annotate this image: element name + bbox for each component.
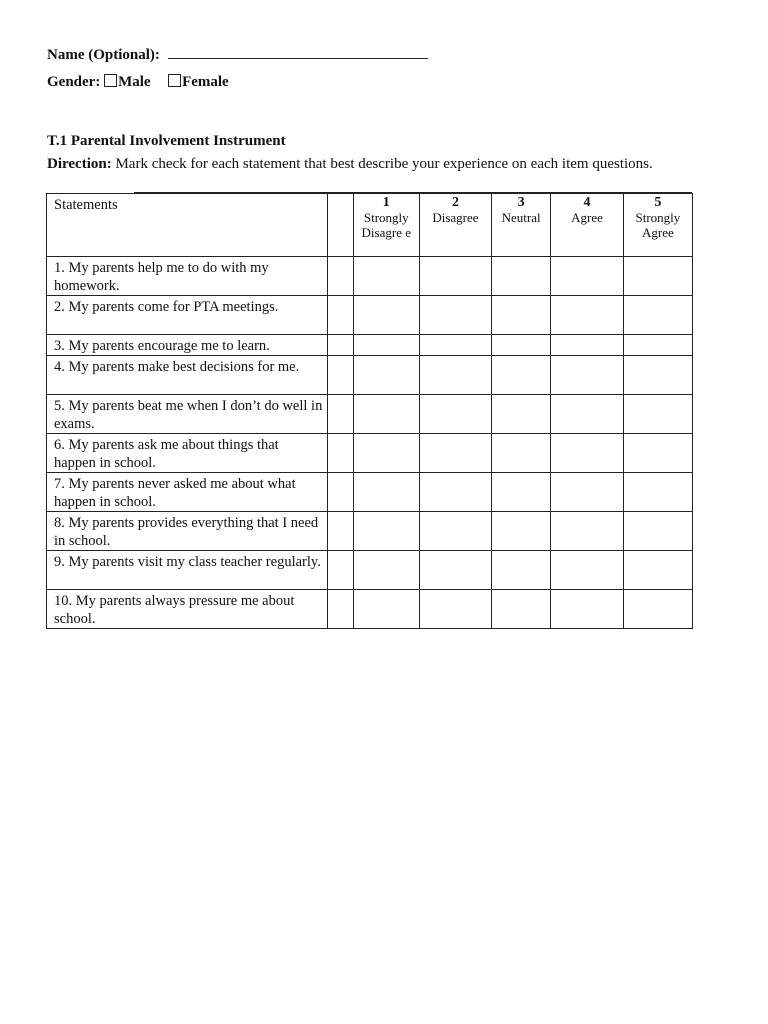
- female-option-label: Female: [182, 74, 229, 90]
- scale-header-3: [491, 194, 550, 257]
- table-row: [47, 434, 693, 473]
- direction-text: [47, 154, 707, 174]
- rating-cell-1[interactable]: [353, 356, 419, 395]
- table-row: [47, 257, 693, 296]
- table-row: [47, 551, 693, 590]
- rating-cell-1[interactable]: [353, 296, 419, 335]
- rating-cell-5[interactable]: [623, 335, 692, 356]
- blank-cell: [327, 356, 353, 395]
- blank-cell: [327, 551, 353, 590]
- table-row: [47, 473, 693, 512]
- statement-text: 8. My parents provides everything that I need in school.: [47, 512, 328, 551]
- scale-header-2: [419, 194, 491, 257]
- scale-label: Disagree: [432, 210, 479, 225]
- rating-cell-3[interactable]: [491, 434, 550, 473]
- rating-cell-1[interactable]: [353, 434, 419, 473]
- scale-header-5: [623, 194, 692, 257]
- rating-cell-5[interactable]: [623, 434, 692, 473]
- rating-cell-5[interactable]: [623, 356, 692, 395]
- rating-cell-4[interactable]: [551, 257, 624, 296]
- rating-cell-2[interactable]: [419, 296, 491, 335]
- rating-cell-1[interactable]: [353, 590, 419, 629]
- rating-cell-3[interactable]: [491, 335, 550, 356]
- name-field-row: [47, 44, 428, 64]
- instrument-title: T.1 Parental Involvement Instrument: [47, 133, 286, 149]
- rating-cell-3[interactable]: [491, 512, 550, 551]
- statement-text: 1. My parents help me to do with my homework.: [47, 257, 328, 296]
- rating-cell-3[interactable]: [491, 395, 550, 434]
- scale-label: Agree: [571, 210, 603, 225]
- name-label: Name (Optional):: [47, 47, 160, 63]
- rating-cell-2[interactable]: [419, 257, 491, 296]
- statement-text: 6. My parents ask me about things that happen in school.: [47, 434, 328, 473]
- rating-cell-2[interactable]: [419, 395, 491, 434]
- blank-cell: [327, 434, 353, 473]
- rating-cell-2[interactable]: [419, 512, 491, 551]
- rating-cell-4[interactable]: [551, 356, 624, 395]
- rating-cell-1[interactable]: [353, 473, 419, 512]
- rating-cell-1[interactable]: [353, 395, 419, 434]
- blank-cell: [327, 335, 353, 356]
- blank-cell: [327, 395, 353, 434]
- scale-header-1: [353, 194, 419, 257]
- scale-number: 1: [382, 195, 390, 210]
- statement-text: 7. My parents never asked me about what happen in school.: [47, 473, 328, 512]
- scale-label: Strongly Agree: [635, 210, 681, 240]
- blank-header-cell: [327, 194, 353, 257]
- statement-text: 10. My parents always pressure me about school.: [47, 590, 328, 629]
- direction-label: Direction:: [47, 156, 112, 172]
- blank-cell: [327, 296, 353, 335]
- rating-cell-5[interactable]: [623, 512, 692, 551]
- rating-cell-5[interactable]: [623, 473, 692, 512]
- rating-cell-4[interactable]: [551, 590, 624, 629]
- rating-cell-1[interactable]: [353, 551, 419, 590]
- rating-cell-4[interactable]: [551, 335, 624, 356]
- table-row: [47, 296, 693, 335]
- rating-cell-2[interactable]: [419, 473, 491, 512]
- rating-cell-4[interactable]: [551, 551, 624, 590]
- gender-label: Gender:: [47, 74, 101, 90]
- rating-cell-2[interactable]: [419, 551, 491, 590]
- rating-cell-4[interactable]: [551, 434, 624, 473]
- rating-cell-5[interactable]: [623, 551, 692, 590]
- scale-label: Neutral: [501, 210, 541, 225]
- statement-text: 4. My parents make best decisions for me.: [47, 356, 328, 395]
- rating-cell-3[interactable]: [491, 257, 550, 296]
- female-checkbox[interactable]: [168, 74, 181, 87]
- rating-cell-4[interactable]: [551, 296, 624, 335]
- rating-cell-2[interactable]: [419, 335, 491, 356]
- table-header-row: [47, 194, 693, 257]
- scale-number: 3: [517, 195, 525, 210]
- rating-cell-1[interactable]: [353, 335, 419, 356]
- table-row: [47, 395, 693, 434]
- scale-number: 2: [451, 195, 459, 210]
- scale-header-4: [551, 194, 624, 257]
- table-row: [47, 335, 693, 356]
- male-option-label: Male: [118, 74, 151, 90]
- rating-cell-2[interactable]: [419, 590, 491, 629]
- rating-cell-5[interactable]: [623, 296, 692, 335]
- rating-cell-3[interactable]: [491, 590, 550, 629]
- rating-cell-5[interactable]: [623, 395, 692, 434]
- table-row: [47, 590, 693, 629]
- blank-cell: [327, 257, 353, 296]
- rating-cell-3[interactable]: [491, 296, 550, 335]
- statement-text: 5. My parents beat me when I don’t do well in exams.: [47, 395, 328, 434]
- statements-header: Statements: [47, 194, 328, 257]
- rating-cell-4[interactable]: [551, 473, 624, 512]
- rating-cell-4[interactable]: [551, 395, 624, 434]
- direction-body: Mark check for each statement that best describe your experience on each item questions.: [111, 156, 653, 172]
- scale-number: 5: [654, 195, 662, 210]
- rating-cell-5[interactable]: [623, 257, 692, 296]
- blank-cell: [327, 590, 353, 629]
- statement-text: 9. My parents visit my class teacher regularly.: [47, 551, 328, 590]
- rating-cell-2[interactable]: [419, 434, 491, 473]
- gender-row: [47, 74, 229, 91]
- rating-cell-4[interactable]: [551, 512, 624, 551]
- scale-number: 4: [583, 195, 591, 210]
- name-input-line[interactable]: [168, 44, 428, 59]
- statement-text: 3. My parents encourage me to learn.: [47, 335, 328, 356]
- rating-cell-5[interactable]: [623, 590, 692, 629]
- rating-cell-1[interactable]: [353, 257, 419, 296]
- rating-cell-3[interactable]: [491, 356, 550, 395]
- male-checkbox[interactable]: [104, 74, 117, 87]
- scale-label: Strongly Disagre e: [361, 210, 411, 240]
- blank-cell: [327, 512, 353, 551]
- rating-cell-3[interactable]: [491, 551, 550, 590]
- likert-table: [46, 193, 693, 629]
- rating-cell-3[interactable]: [491, 473, 550, 512]
- statement-text: 2. My parents come for PTA meetings.: [47, 296, 328, 335]
- blank-cell: [327, 473, 353, 512]
- table-row: [47, 512, 693, 551]
- rating-cell-2[interactable]: [419, 356, 491, 395]
- rating-cell-1[interactable]: [353, 512, 419, 551]
- table-row: [47, 356, 693, 395]
